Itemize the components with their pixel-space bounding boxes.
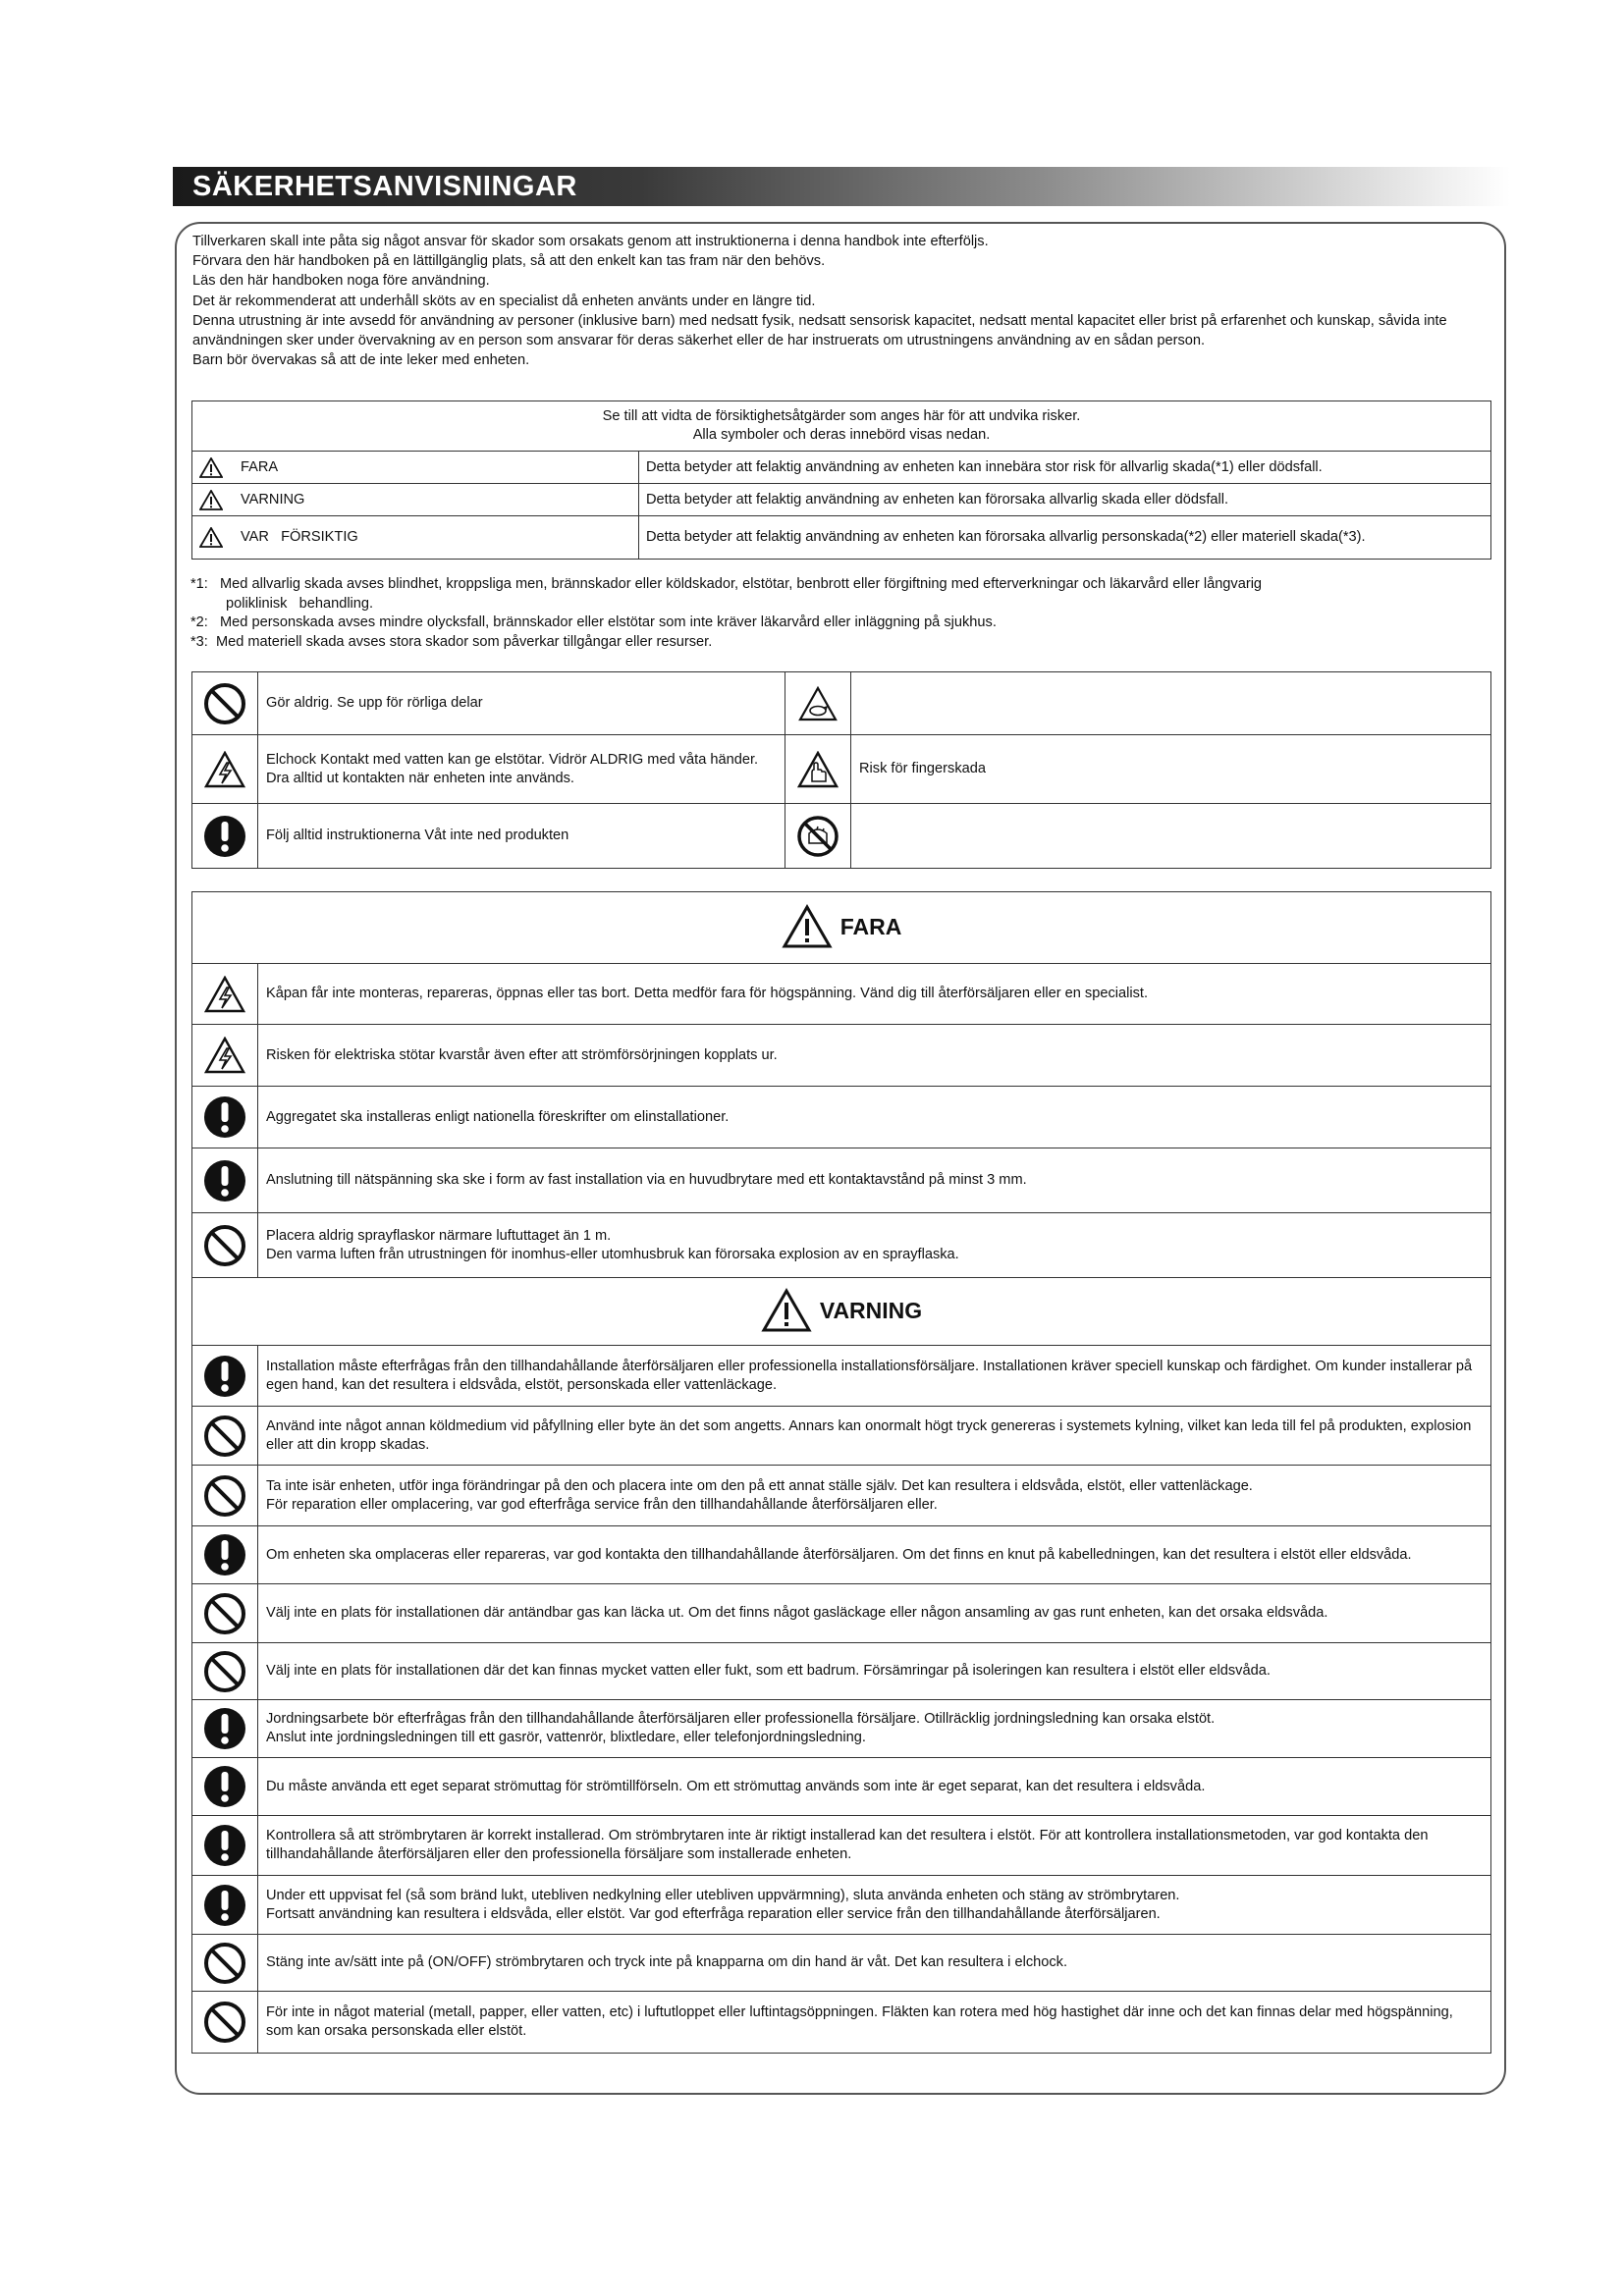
symbol-cell [785, 672, 851, 735]
fara-text-line: Den varma luften från utrustningen för inomhus-eller utomhusbruk kan förorsaka explosion av en sprayflaska. [266, 1246, 959, 1262]
symbol-text-empty [851, 672, 1491, 735]
legend-text-fara: Detta betyder att felaktig användning av enheten kan innebära stor risk för allvarlig skada(*1) eller dödsfall. [639, 452, 1491, 484]
intro-text [192, 232, 1489, 370]
icon-cell [192, 1407, 258, 1466]
prohibition-icon [202, 1473, 247, 1519]
do-not-wet-icon [795, 814, 840, 859]
warning-triangle-icon [199, 490, 223, 510]
varning-text [258, 1876, 1491, 1935]
footnote-continued: poliklinisk behandling. [226, 595, 374, 612]
mandatory-exclamation-icon [202, 1158, 247, 1203]
icon-cell [192, 1526, 258, 1584]
symbol-cell [785, 804, 851, 869]
intro-line: Tillverkaren skall inte påta sig något ansvar för skador som orsakats genom att instruktionerna i denna handbok inte efterföljs. [192, 234, 989, 249]
symbol-cell [785, 735, 851, 804]
mandatory-exclamation-icon [202, 1764, 247, 1809]
intro-line: Läs den här handboken noga före användning. [192, 273, 490, 290]
warning-triangle-icon [782, 904, 833, 949]
mandatory-exclamation-icon [202, 1532, 247, 1577]
varning-text-line: Fortsatt användning kan resultera i eldsvåda, eller elstöt. Var god efterfråga reparation eller service från den tillhandahållande återförsäljaren. [266, 1905, 1161, 1922]
fara-heading: FARA [839, 913, 902, 939]
varning-text: Installation måste efterfrågas från den tillhandahållande återförsäljaren eller professionella installationsförsäljare. Installationen kräver speciell kunskap och färdighet. Om kunder installerar på egen hand, kan det resultera i eldsvåda, elstöt, personskada eller vattenläckage. [258, 1346, 1491, 1407]
mandatory-exclamation-icon [202, 1883, 247, 1928]
footnote: *2: Med personskada avses mindre olycksfall, brännskador eller elstötar som inte kräver läkarvård eller inläggning på sjukhus. [190, 614, 997, 630]
varning-text-line: Anslut inte jordningsledningen till ett gasrör, vattenrör, blixtledare, eller telefonjordningsledning. [266, 1730, 866, 1745]
prohibition-icon [202, 1591, 247, 1636]
icon-cell [192, 1816, 258, 1876]
mandatory-exclamation-icon [202, 1354, 247, 1399]
icon-cell [192, 1584, 258, 1643]
varning-heading-cell [192, 1278, 1491, 1346]
icon-cell [192, 1700, 258, 1758]
fara-heading-cell [192, 892, 1491, 964]
symbol-cell [192, 804, 258, 869]
legend-label-fara: FARA [192, 452, 639, 484]
icon-cell [192, 1087, 258, 1148]
mandatory-exclamation-icon [202, 1823, 247, 1868]
prohibition-icon [202, 1649, 247, 1694]
legend-text-varning: Detta betyder att felaktig användning av enheten kan förorsaka allvarlig skada eller dödsfall. [639, 484, 1491, 516]
varning-text: Använd inte något annan köldmedium vid påfyllning eller byte än det som angetts. Annars kan onormalt högt tryck genereras i systemets kylning, vilket kan leda till fel på produkten, explosion eller att din kropp skadas. [258, 1407, 1491, 1466]
icon-cell [192, 1148, 258, 1213]
legend-label-varning: VARNING [192, 484, 639, 516]
warning-triangle-icon [199, 457, 223, 478]
varning-text: Om enheten ska omplaceras eller repareras, var god kontakta den tillhandahållande återförsäljaren. Om det finns en knut på kabelledningen, kan det resultera i elstöt eller eldsvåda. [258, 1526, 1491, 1584]
symbol-text: Risk för fingerskada [851, 735, 1491, 804]
symbol-text-empty [851, 804, 1491, 869]
mandatory-exclamation-icon [202, 1095, 247, 1140]
electric-shock-icon [204, 1037, 245, 1074]
varning-text-line: För reparation eller omplacering, var god efterfråga service från den tillhandahållande återförsäljaren eller. [266, 1496, 938, 1513]
varning-text [258, 1466, 1491, 1526]
mandatory-exclamation-icon [202, 814, 247, 859]
legend-header-line: Se till att vidta de försiktighetsåtgärder som anges här för att undvika risker. [602, 408, 1081, 424]
varning-heading: VARNING [819, 1297, 923, 1323]
symbol-cell [192, 735, 258, 804]
varning-text [258, 1700, 1491, 1758]
fara-text: Risken för elektriska stötar kvarstår även efter att strömförsörjningen kopplats ur. [258, 1025, 1491, 1087]
varning-text: Välj inte en plats för installationen där det kan finnas mycket vatten eller fukt, som ett badrum. Försämringar på isoleringen kan resultera i elstöt eller eldsvåda. [258, 1643, 1491, 1700]
footnotes [190, 575, 1491, 652]
page-title: SÄKERHETSANVISNINGAR [173, 167, 1510, 206]
warnings-table [191, 891, 1491, 2054]
icon-cell [192, 1346, 258, 1407]
fara-text [258, 1213, 1491, 1278]
prohibition-icon [202, 2000, 247, 2045]
footnote: *1: Med allvarlig skada avses blindhet, kroppsliga men, brännskador eller köldskador, elstötar, benbrott eller förgiftning med efterverkningar och läkarvård eller långvarig [190, 576, 1263, 592]
varning-text-line: Ta inte isär enheten, utför inga förändringar på den och placera inte om den på ett annat ställe själv. Det kan resultera i eldsvåda, elstöt, eller vattenläckage. [266, 1477, 1253, 1494]
prohibition-icon [202, 681, 247, 726]
warning-triangle-icon [199, 527, 223, 548]
varning-text: För inte in något material (metall, papper, eller vatten, etc) i luftutloppet eller luftintagsöppningen. Fläkten kan rotera med hög hastighet där inne och det kan finnas delar med högspänning, som kan orsaka personskada eller elstöt. [258, 1992, 1491, 2054]
fara-text-line: Placera aldrig sprayflaskor närmare luftuttaget än 1 m. [266, 1227, 612, 1244]
icon-cell [192, 1876, 258, 1935]
prohibition-icon [202, 1941, 247, 1986]
legend-table [191, 400, 1491, 560]
icon-cell [192, 1466, 258, 1526]
symbol-text: Följ alltid instruktionerna Våt inte ned produkten [258, 804, 785, 869]
legend-label-forsiktig: VAR FÖRSIKTIG [192, 516, 639, 560]
mandatory-exclamation-icon [202, 1706, 247, 1751]
fara-text: Aggregatet ska installeras enligt nationella föreskrifter om elinstallationer. [258, 1087, 1491, 1148]
intro-line: Förvara den här handboken på en lättillgänglig plats, så att den enkelt kan tas fram när den behövs. [192, 253, 826, 270]
finger-injury-icon [797, 751, 839, 788]
intro-line: Barn bör övervakas så att de inte leker med enheten. [192, 352, 530, 369]
electric-shock-icon [204, 976, 245, 1013]
varning-text: Du måste använda ett eget separat strömuttag för strömtillförseln. Om ett strömuttag används som inte är eget separat, kan det resultera i eldsvåda. [258, 1758, 1491, 1816]
icon-cell [192, 1643, 258, 1700]
symbol-text: Gör aldrig. Se upp för rörliga delar [258, 672, 785, 735]
legend-header [192, 401, 1491, 452]
prohibition-icon [202, 1223, 247, 1268]
footnote: *3: Med materiell skada avses stora skador som påverkar tillgångar eller resurser. [190, 633, 713, 650]
icon-cell [192, 1992, 258, 2054]
varning-text: Kontrollera så att strömbrytaren är korrekt installerad. Om strömbrytaren inte är riktigt installerad kan det resultera i elstöt. För att kontrollera installationsmetoden, var god kontakta den tillhandahållande återförsäljaren eller den professionella försäljare som installerade enheten. [258, 1816, 1491, 1876]
icon-cell [192, 1213, 258, 1278]
prohibition-icon [202, 1414, 247, 1459]
legend-header-line: Alla symboler och deras innebörd visas nedan. [692, 427, 991, 443]
fara-text: Kåpan får inte monteras, repareras, öppnas eller tas bort. Detta medför fara för högspänning. Vänd dig till återförsäljaren eller en specialist. [258, 964, 1491, 1025]
icon-cell [192, 1935, 258, 1992]
symbol-cell [192, 672, 258, 735]
varning-text-line: Under ett uppvisat fel (så som bränd lukt, utebliven nedkylning eller utebliven uppvärmning), sluta använda enheten och stäng av strömbrytaren. [266, 1887, 1180, 1903]
varning-text: Stäng inte av/sätt inte på (ON/OFF) strömbrytaren och tryck inte på knapparna om din hand är våt. Det kan resultera i elchock. [258, 1935, 1491, 1992]
electric-shock-icon [204, 751, 245, 788]
varning-text-line: Jordningsarbete bör efterfrågas från den tillhandahållande återförsäljaren eller professionella försäljare. Otillräcklig jordningsledning kan orsaka elstöt. [266, 1711, 1216, 1727]
intro-line: Det är rekommenderat att underhåll sköts av en specialist då enheten använts under en längre tid. [192, 293, 816, 309]
varning-text: Välj inte en plats för installationen där antändbar gas kan läcka ut. Om det finns något gasläckage eller någon ansamling av gas runt enheten, kan det orsaka eldsvåda. [258, 1584, 1491, 1643]
icon-cell [192, 1758, 258, 1816]
legend-text-forsiktig: Detta betyder att felaktig användning av enheten kan förorsaka allvarlig personskada(*2) eller materiell skada(*3). [639, 516, 1491, 560]
fara-text: Anslutning till nätspänning ska ske i form av fast installation via en huvudbrytare med ett kontaktavstånd på minst 3 mm. [258, 1148, 1491, 1213]
symbol-text: Elchock Kontakt med vatten kan ge elstötar. Vidrör ALDRIG med våta händer. Dra alltid ut kontakten när enheten inte används. [258, 735, 785, 804]
intro-line: Denna utrustning är inte avsedd för användning av personer (inklusive barn) med nedsatt fysik, nedsatt sensorisk kapacitet, nedsatt mental kapacitet eller brist på erfarenhet och kunskap, såvida inte användningen sker under övervakning av en person som ansvarar för deras säkerhet eller de har instruerats om utrustningens användning av en sådan person. [192, 312, 1447, 349]
icon-cell [192, 1025, 258, 1087]
symbol-explanation-table [191, 671, 1491, 869]
icon-cell [192, 964, 258, 1025]
warning-triangle-icon [761, 1288, 812, 1333]
moving-parts-warning-icon [798, 686, 838, 721]
